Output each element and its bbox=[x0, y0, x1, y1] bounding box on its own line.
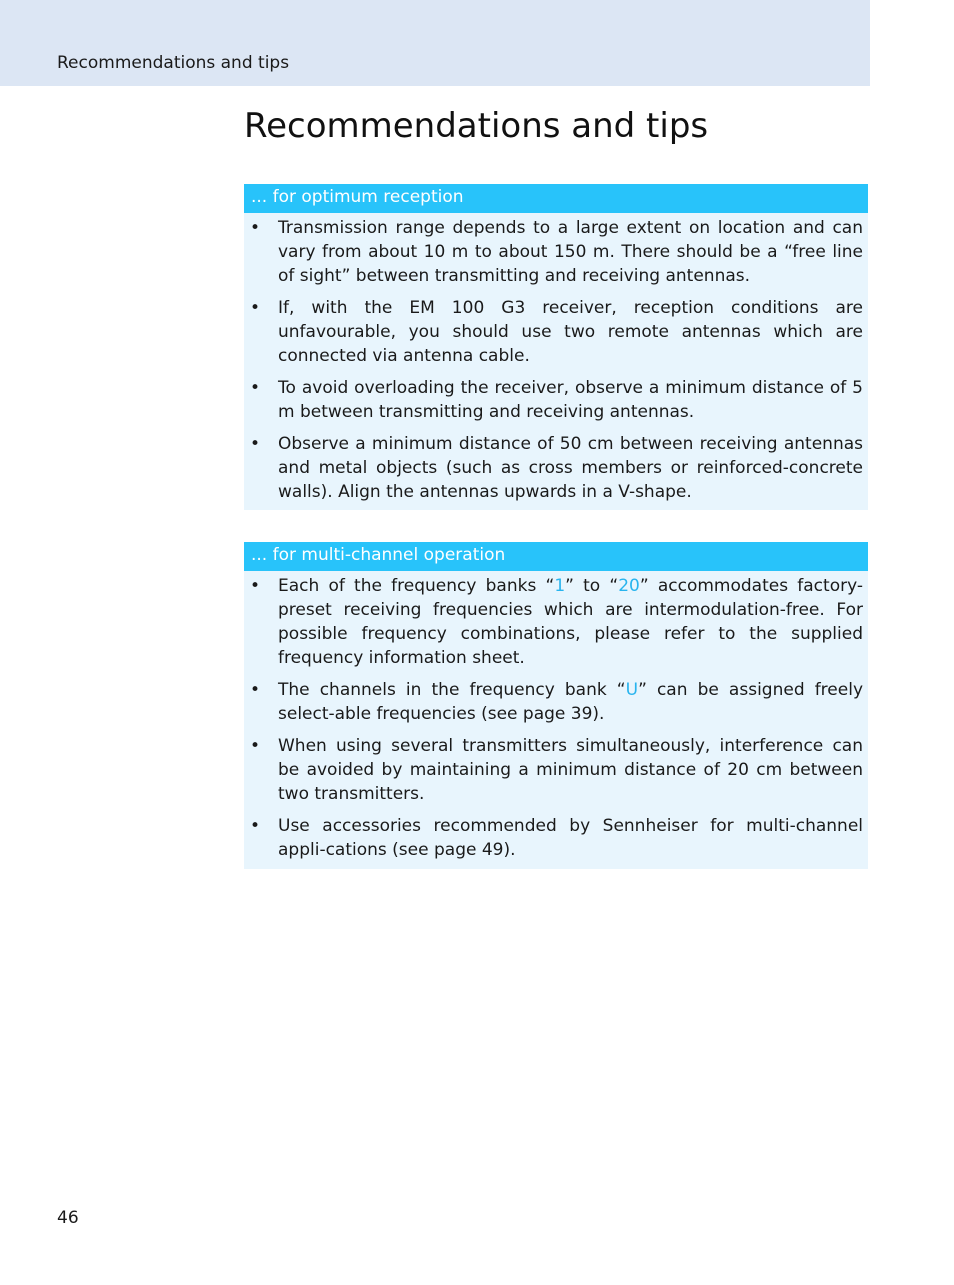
box-heading: ... for optimum reception bbox=[244, 184, 868, 213]
bullet-icon: • bbox=[250, 680, 261, 700]
bank-number-highlight: 20 bbox=[618, 576, 640, 596]
bullet-icon: • bbox=[250, 434, 261, 454]
list-item bbox=[244, 814, 868, 862]
tip-text: If, with the EM 100 G3 receiver, reception conditions are unfavourable, you should use two remote antennas which are connected via antenna cable. bbox=[278, 298, 863, 366]
list-item bbox=[244, 432, 868, 504]
box-heading: ... for multi-channel operation bbox=[244, 542, 868, 571]
tip-text bbox=[278, 678, 863, 726]
tip-text-part: The channels in the frequency bank “ bbox=[278, 680, 626, 700]
running-header: Recommendations and tips bbox=[57, 53, 290, 73]
page-title: Recommendations and tips bbox=[244, 106, 709, 146]
tips-box-multichannel bbox=[244, 542, 868, 869]
tip-text: Use accessories recommended by Sennheiser for multi-channel appli-cations (see page 49). bbox=[278, 816, 863, 860]
tip-text-part: ” can be assigned freely select-able frequencies (see page 39). bbox=[278, 680, 864, 724]
tip-text-part: Each of the frequency banks “ bbox=[278, 576, 555, 596]
bullet-icon: • bbox=[250, 378, 261, 398]
page-number: 46 bbox=[57, 1208, 79, 1228]
bullet-icon: • bbox=[250, 298, 261, 318]
bank-number-highlight: 1 bbox=[554, 576, 566, 596]
tip-text: When using several transmitters simultaneously, interference can be avoided by maintaining a minimum distance of 20 cm between two transmitters. bbox=[278, 736, 863, 804]
list-item bbox=[244, 678, 868, 726]
bullet-icon: • bbox=[250, 736, 261, 756]
tip-text: Transmission range depends to a large extent on location and can vary from about 10 m to about 150 m. There should be a “free line of sight” between transmitting and receiving antennas. bbox=[278, 218, 863, 286]
tip-text: Observe a minimum distance of 50 cm between receiving antennas and metal objects (such as cross members or reinforced-concrete walls). Align the antennas upwards in a V-shape. bbox=[278, 434, 863, 502]
list-item bbox=[244, 376, 868, 424]
tip-text bbox=[278, 574, 863, 670]
tip-text-part: ” accommodates factory-preset receiving frequencies which are intermodulation-free. For possible frequency combinations, please refer to the supplied frequency information sheet. bbox=[278, 576, 863, 668]
tip-text-part: ” to “ bbox=[565, 576, 619, 596]
bullet-icon: • bbox=[250, 576, 261, 596]
tips-list bbox=[244, 571, 868, 862]
list-item bbox=[244, 734, 868, 806]
bullet-icon: • bbox=[250, 218, 261, 238]
header-band bbox=[0, 0, 870, 86]
bank-letter-highlight: U bbox=[625, 680, 639, 700]
list-item bbox=[244, 296, 868, 368]
tip-text: To avoid overloading the receiver, observe a minimum distance of 5 m between transmitting and receiving antennas. bbox=[278, 378, 863, 422]
tips-list bbox=[244, 213, 868, 504]
list-item bbox=[244, 216, 868, 288]
list-item bbox=[244, 574, 868, 670]
tips-box-reception bbox=[244, 184, 868, 510]
bullet-icon: • bbox=[250, 816, 261, 836]
